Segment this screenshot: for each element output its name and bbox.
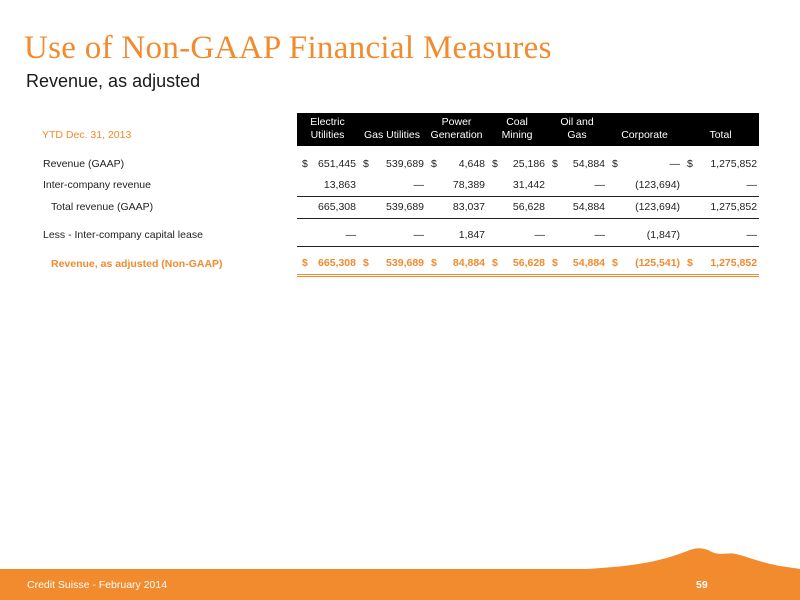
cell-value: —	[309, 225, 358, 247]
cell-value: —	[499, 225, 547, 247]
header-power-generation: Power Generation	[426, 113, 487, 146]
cell-value: 56,628	[499, 197, 547, 219]
cell-value: 54,884	[559, 197, 607, 219]
cell-value: 1,275,852	[710, 158, 758, 170]
slide-title: Use of Non-GAAP Financial Measures	[24, 30, 552, 66]
header-total: Total	[682, 113, 759, 146]
mountain-decoration	[0, 540, 800, 570]
revenue-table	[40, 113, 759, 277]
cell-value: 25,186	[512, 158, 546, 170]
currency-sign: $	[687, 158, 693, 170]
table-row	[40, 197, 759, 219]
cell-value: —	[669, 158, 681, 170]
currency-sign: $	[363, 158, 369, 170]
currency-sign: $	[682, 253, 694, 276]
cell-value: 78,389	[438, 175, 487, 197]
cell-value: —	[370, 175, 426, 197]
currency-sign: $	[492, 158, 498, 170]
header-corporate: Corporate	[607, 113, 682, 146]
currency-sign: $	[297, 253, 309, 276]
row-label-total-revenue-gaap: Total revenue (GAAP)	[51, 201, 154, 213]
table-header-row	[40, 113, 759, 146]
currency-sign: $	[612, 158, 618, 170]
period-label: YTD Dec. 31, 2013	[40, 113, 297, 146]
currency-sign: $	[552, 158, 558, 170]
table-row	[40, 175, 759, 197]
cell-value: 56,628	[499, 253, 547, 276]
header-coal-mining: Coal Mining	[487, 113, 547, 146]
cell-value: (123,694)	[619, 197, 682, 219]
cell-value: 54,884	[559, 253, 607, 276]
table-row	[40, 154, 759, 175]
cell-value: 651,445	[318, 158, 356, 170]
header-gas-utilities: Gas Utilities	[358, 113, 426, 146]
currency-sign: $	[431, 158, 437, 170]
cell-value: 539,689	[370, 197, 426, 219]
cell-value: 1,847	[438, 225, 487, 247]
cell-value: —	[694, 175, 759, 197]
cell-value: 539,689	[370, 253, 426, 276]
cell-value: (123,694)	[619, 175, 682, 197]
cell-value: 665,308	[309, 197, 358, 219]
table-row	[40, 253, 759, 276]
cell-value: —	[370, 225, 426, 247]
currency-sign: $	[487, 253, 499, 276]
currency-sign: $	[426, 253, 438, 276]
cell-value: (1,847)	[619, 225, 682, 247]
table-row	[40, 225, 759, 247]
cell-value: 31,442	[499, 175, 547, 197]
cell-value: —	[694, 225, 759, 247]
footer-text: Credit Suisse - February 2014	[27, 579, 168, 591]
currency-sign: $	[358, 253, 370, 276]
footer-bar	[0, 569, 800, 600]
currency-sign: $	[607, 253, 619, 276]
row-label-less-capital-lease: Less - Inter-company capital lease	[43, 229, 203, 242]
cell-value: 84,884	[438, 253, 487, 276]
cell-value: 1,275,852	[694, 253, 759, 276]
cell-value: —	[559, 225, 607, 247]
page-number: 59	[696, 579, 708, 591]
cell-value: 4,648	[458, 158, 486, 170]
header-electric-utilities: Electric Utilities	[297, 113, 358, 146]
cell-value: 13,863	[309, 175, 358, 197]
cell-value: 665,308	[309, 253, 358, 276]
cell-value: —	[559, 175, 607, 197]
row-label-revenue-gaap: Revenue (GAAP)	[43, 158, 125, 170]
currency-sign: $	[547, 253, 559, 276]
row-label-inter-company-revenue: Inter-company revenue	[43, 179, 151, 192]
cell-value: 54,884	[572, 158, 606, 170]
cell-value: 539,689	[386, 158, 425, 170]
currency-sign: $	[302, 158, 308, 170]
cell-value: 1,275,852	[694, 197, 759, 219]
cell-value: (125,541)	[619, 253, 682, 276]
cell-value: 83,037	[438, 197, 487, 219]
row-label-revenue-as-adjusted: Revenue, as adjusted (Non-GAAP)	[51, 257, 223, 270]
header-oil-and-gas: Oil and Gas	[547, 113, 607, 146]
slide-subtitle: Revenue, as adjusted	[26, 71, 201, 91]
